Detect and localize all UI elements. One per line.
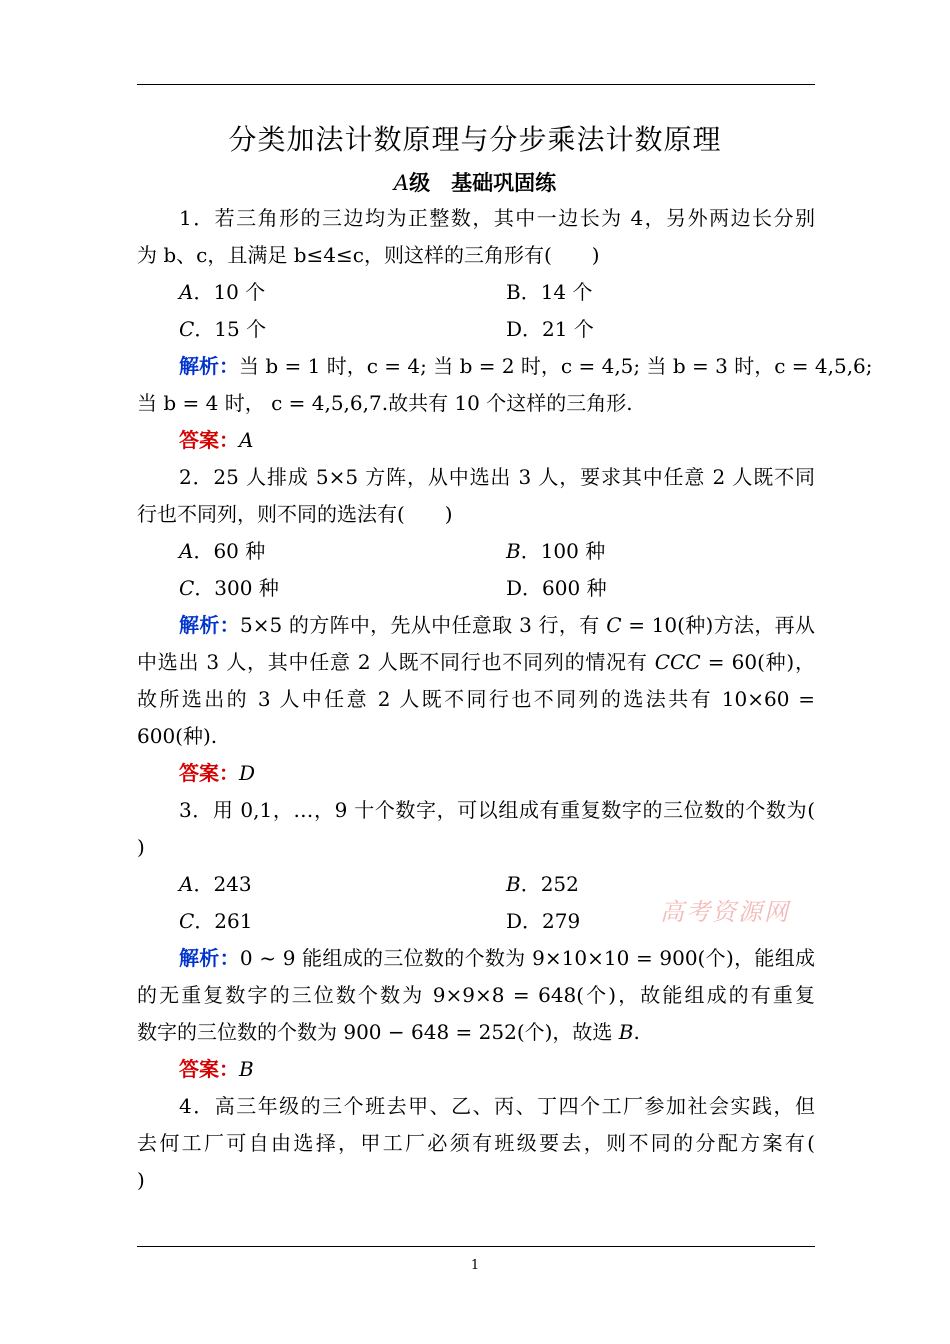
q2-analysis-line3: 故所选出的 3 人中任意 2 人既不同行也不同列的选法共有 10×60 =	[137, 687, 815, 711]
q3-answer	[179, 1051, 815, 1088]
q2-analysis-line2: 中选出 3 人，其中任意 2 人既不同行也不同列的情况有 CCC = 60(种)，	[137, 650, 815, 674]
subtitle-level: A	[393, 171, 410, 195]
q1-answer	[179, 422, 815, 459]
q1-option-c: C．15 个	[179, 317, 267, 341]
q3-line2: )	[137, 835, 145, 859]
header-rule	[137, 84, 815, 85]
q4-line2: 去何工厂可自由选择，甲工厂必须有班级要去，则不同的分配方案有(	[137, 1131, 815, 1155]
answer-value: D	[239, 761, 256, 785]
q2-line2: 行也不同列，则不同的选法有( )	[137, 502, 453, 526]
q3-option-a: A．243	[179, 872, 252, 896]
answer-value: A	[239, 428, 254, 452]
q1-analysis: 解析：当 b = 1 时，c = 4; 当 b = 2 时，c = 4,5; 当 b = 3 时，c = 4,5,6;	[179, 354, 873, 378]
q1-option-b: B．14 个	[506, 280, 593, 304]
q2-answer	[179, 755, 815, 792]
q1-analysis-line2: 当 b = 4 时， c = 4,5,6,7.故共有 10 个这样的三角形.	[137, 391, 633, 415]
q2-line1: 2．25 人排成 5×5 方阵，从中选出 3 人，要求其中任意 2 人既不同	[179, 465, 815, 489]
answer-label: 答案：	[179, 1057, 239, 1081]
page-title: 分类加法计数原理与分步乘法计数原理	[228, 123, 722, 156]
q2-analysis: 解析：5×5 的方阵中，先从中任意取 3 行，有 C = 10(种)方法，再从	[179, 613, 815, 637]
analysis-label: 解析：	[179, 613, 240, 637]
q1-line2: 为 b、c，且满足 b≤4≤c，则这样的三角形有( )	[137, 243, 600, 267]
q3-line1: 3．用 0,1，…，9 十个数字，可以组成有重复数字的三位数的个数为(	[179, 798, 815, 822]
answer-label: 答案：	[179, 428, 239, 452]
q1-line1: 1．若三角形的三边均为正整数，其中一边长为 4，另外两边长分别	[179, 206, 815, 230]
q1-option-d: D．21 个	[506, 317, 594, 341]
page-number: 1	[470, 1258, 480, 1273]
q2-option-b: B．100 种	[506, 539, 606, 563]
answer-label: 答案：	[179, 761, 239, 785]
q3-option-d: D．279	[506, 909, 581, 933]
q3-option-c: C．261	[179, 909, 253, 933]
q4-line3: )	[137, 1168, 145, 1192]
q2-option-d: D．600 种	[506, 576, 607, 600]
q2-option-c: C．300 种	[179, 576, 279, 600]
analysis-label: 解析：	[179, 354, 239, 378]
q3-option-b: B．252	[506, 872, 579, 896]
watermark: 高考资源网	[660, 898, 790, 926]
q3-analysis: 解析：0 ~ 9 能组成的三位数的个数为 9×10×10 = 900(个)，能组成	[179, 946, 815, 970]
q3-analysis-line3: 数字的三位数的个数为 900 − 648 = 252(个)，故选 B.	[137, 1020, 640, 1044]
subtitle-text: 级 基础巩固练	[409, 170, 557, 195]
q3-analysis-line2: 的无重复数字的三位数个数为 9×9×8 = 648(个)，故能组成的有重复	[137, 983, 815, 1007]
q2-analysis-line4: 600(种).	[137, 724, 218, 748]
analysis-label: 解析：	[179, 946, 240, 970]
answer-value: B	[239, 1057, 254, 1081]
section-subtitle	[0, 167, 950, 197]
q2-option-a: A．60 种	[179, 539, 266, 563]
q4-line1: 4．高三年级的三个班去甲、乙、丙、丁四个工厂参加社会实践，但	[179, 1094, 815, 1118]
q1-option-a: A．10 个	[179, 280, 266, 304]
footer-rule	[137, 1246, 815, 1247]
